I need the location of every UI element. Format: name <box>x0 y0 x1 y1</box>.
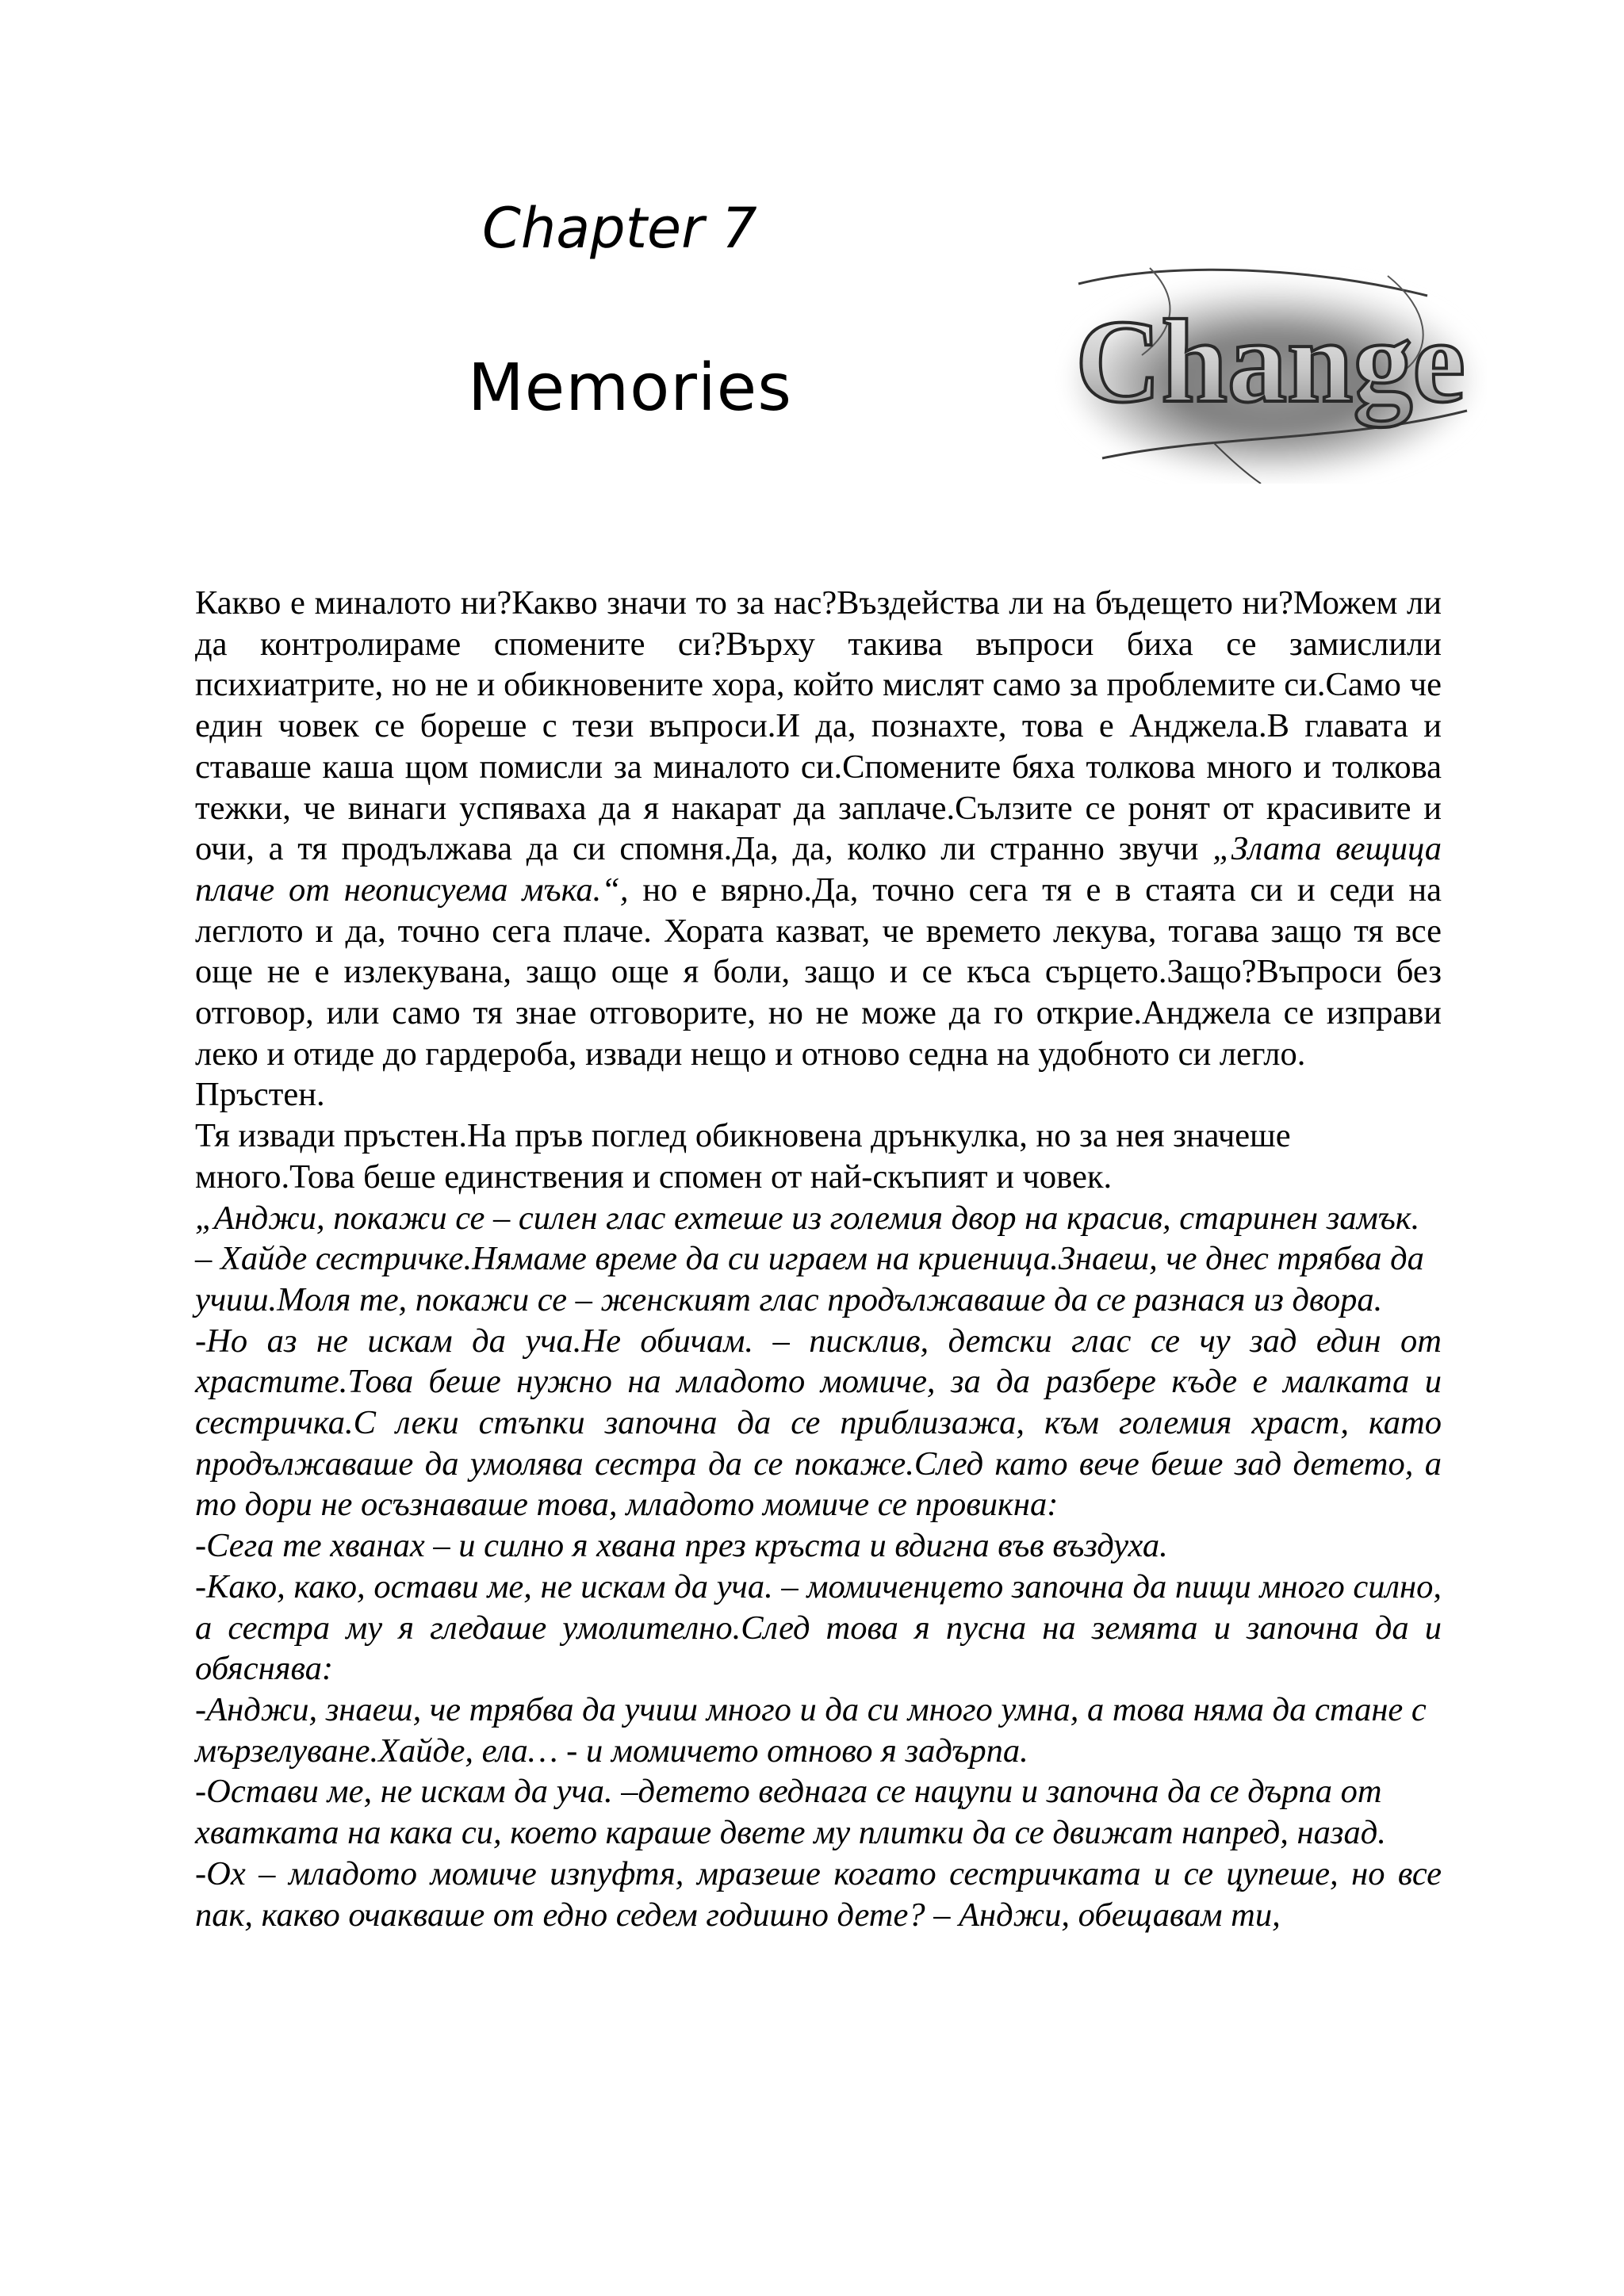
chapter-number: Chapter 7 <box>482 196 757 261</box>
paragraph-2: Пръстен. <box>195 1076 325 1114</box>
chapter-body <box>195 583 1442 1935</box>
paragraph-10: -Ох – младото момиче изпуфтя, мразеше когато сестричката и се цупеше, но все пак, какво очакваше от едно седем годишно дете? – Анджи, обещавам ти, <box>195 1854 1442 1934</box>
paragraph-9: -Остави ме, не искам да уча. –детето веднага се нацупи и започна да се дърпа от хватката на кака си, което караше двете му плитки да се движат напред, назад. <box>195 1773 1386 1852</box>
paragraph-7: -Како, како, остави ме, не искам да уча. – момиченцето започна да пищи много силно, а сестра му я гледаше умолително.След това я пусна на земята и започна да и обяснява: <box>195 1567 1442 1688</box>
paragraph-6: -Сега те хванах – и силно я хвана през кръста и вдигна във въздуха. <box>195 1527 1168 1565</box>
paragraph-1-text-a: Какво е миналото ни?Какво значи то за нас?Въздейства ли на бъдещето ни?Можем ли да контролираме спомените си?Върху такива въпроси биха се замислили психиатрите, но не и обикновените хора, който мислят само за проблемите си.Само че един човек се бореше с тези въпроси.И да, познахте, това е Анджела.В главата и ставаше каша щом помисли за миналото си.Спомените бяха толкова много и толкова тежки, че винаги успяваха да я накарат да заплаче.Сълзите се ронят от красивите и очи, а тя продължава да си спомня.Да, да, колко ли странно звучи <box>195 584 1442 868</box>
logo-text: Change <box>1075 296 1465 427</box>
paragraph-1 <box>195 583 1442 1074</box>
change-logo-icon <box>1055 252 1487 484</box>
paragraph-4: „Анджи, покажи се – силен глас ехтеше из големия двор на красив, старинен замък. – Хайде сестричке.Нямаме време да си играем на криеница.Знаеш, че днес трябва да учиш.Моля те, покажи се – женският глас продължаваше да се разнася из двора. <box>195 1199 1424 1318</box>
chapter-title: Memories <box>468 350 792 426</box>
paragraph-8: -Анджи, знаеш, че трябва да учиш много и да си много умна, а това няма да стане с мързелуване.Хайде, ела… - и момичето отново я задърпа. <box>195 1690 1427 1770</box>
paragraph-5: -Но аз не искам да уча.Не обичам. – писклив, детски глас се чу зад един от храстите.Това беше нужно на младото момиче, за да разбере къде е малката и сестричка.С леки стъпки започна да се приблизажа, към големия храст, като продължаваше да умолява сестра да се покаже.След като вече беше зад детето, а то дори не осъзнаваше това, младото момиче се провикна: <box>195 1322 1442 1524</box>
paragraph-1-quote: „Злата вещица плаче от неописуема мъка.“, <box>195 830 1442 909</box>
paragraph-3: Тя извади пръстен.На пръв поглед обикновена дрънкулка, но за нея значеше много.Това беше единствения и спомен от най-скъпият и човек. <box>195 1117 1291 1196</box>
paragraph-1-text-c: но е вярно.Да, точно сега тя е в стаята си и седи на леглото и да, точно сега плаче. Хората казват, че времето лекува, тогава защо тя все още не е излекувана, защо още я боли, защо и се къса сърцето.Защо?Въпроси без отговор, или само тя знае отговорите, но не може да го открие.Анджела се изправи леко и отиде до гардероба, извади нещо и отново седна на удобното си легло. <box>195 871 1442 1073</box>
